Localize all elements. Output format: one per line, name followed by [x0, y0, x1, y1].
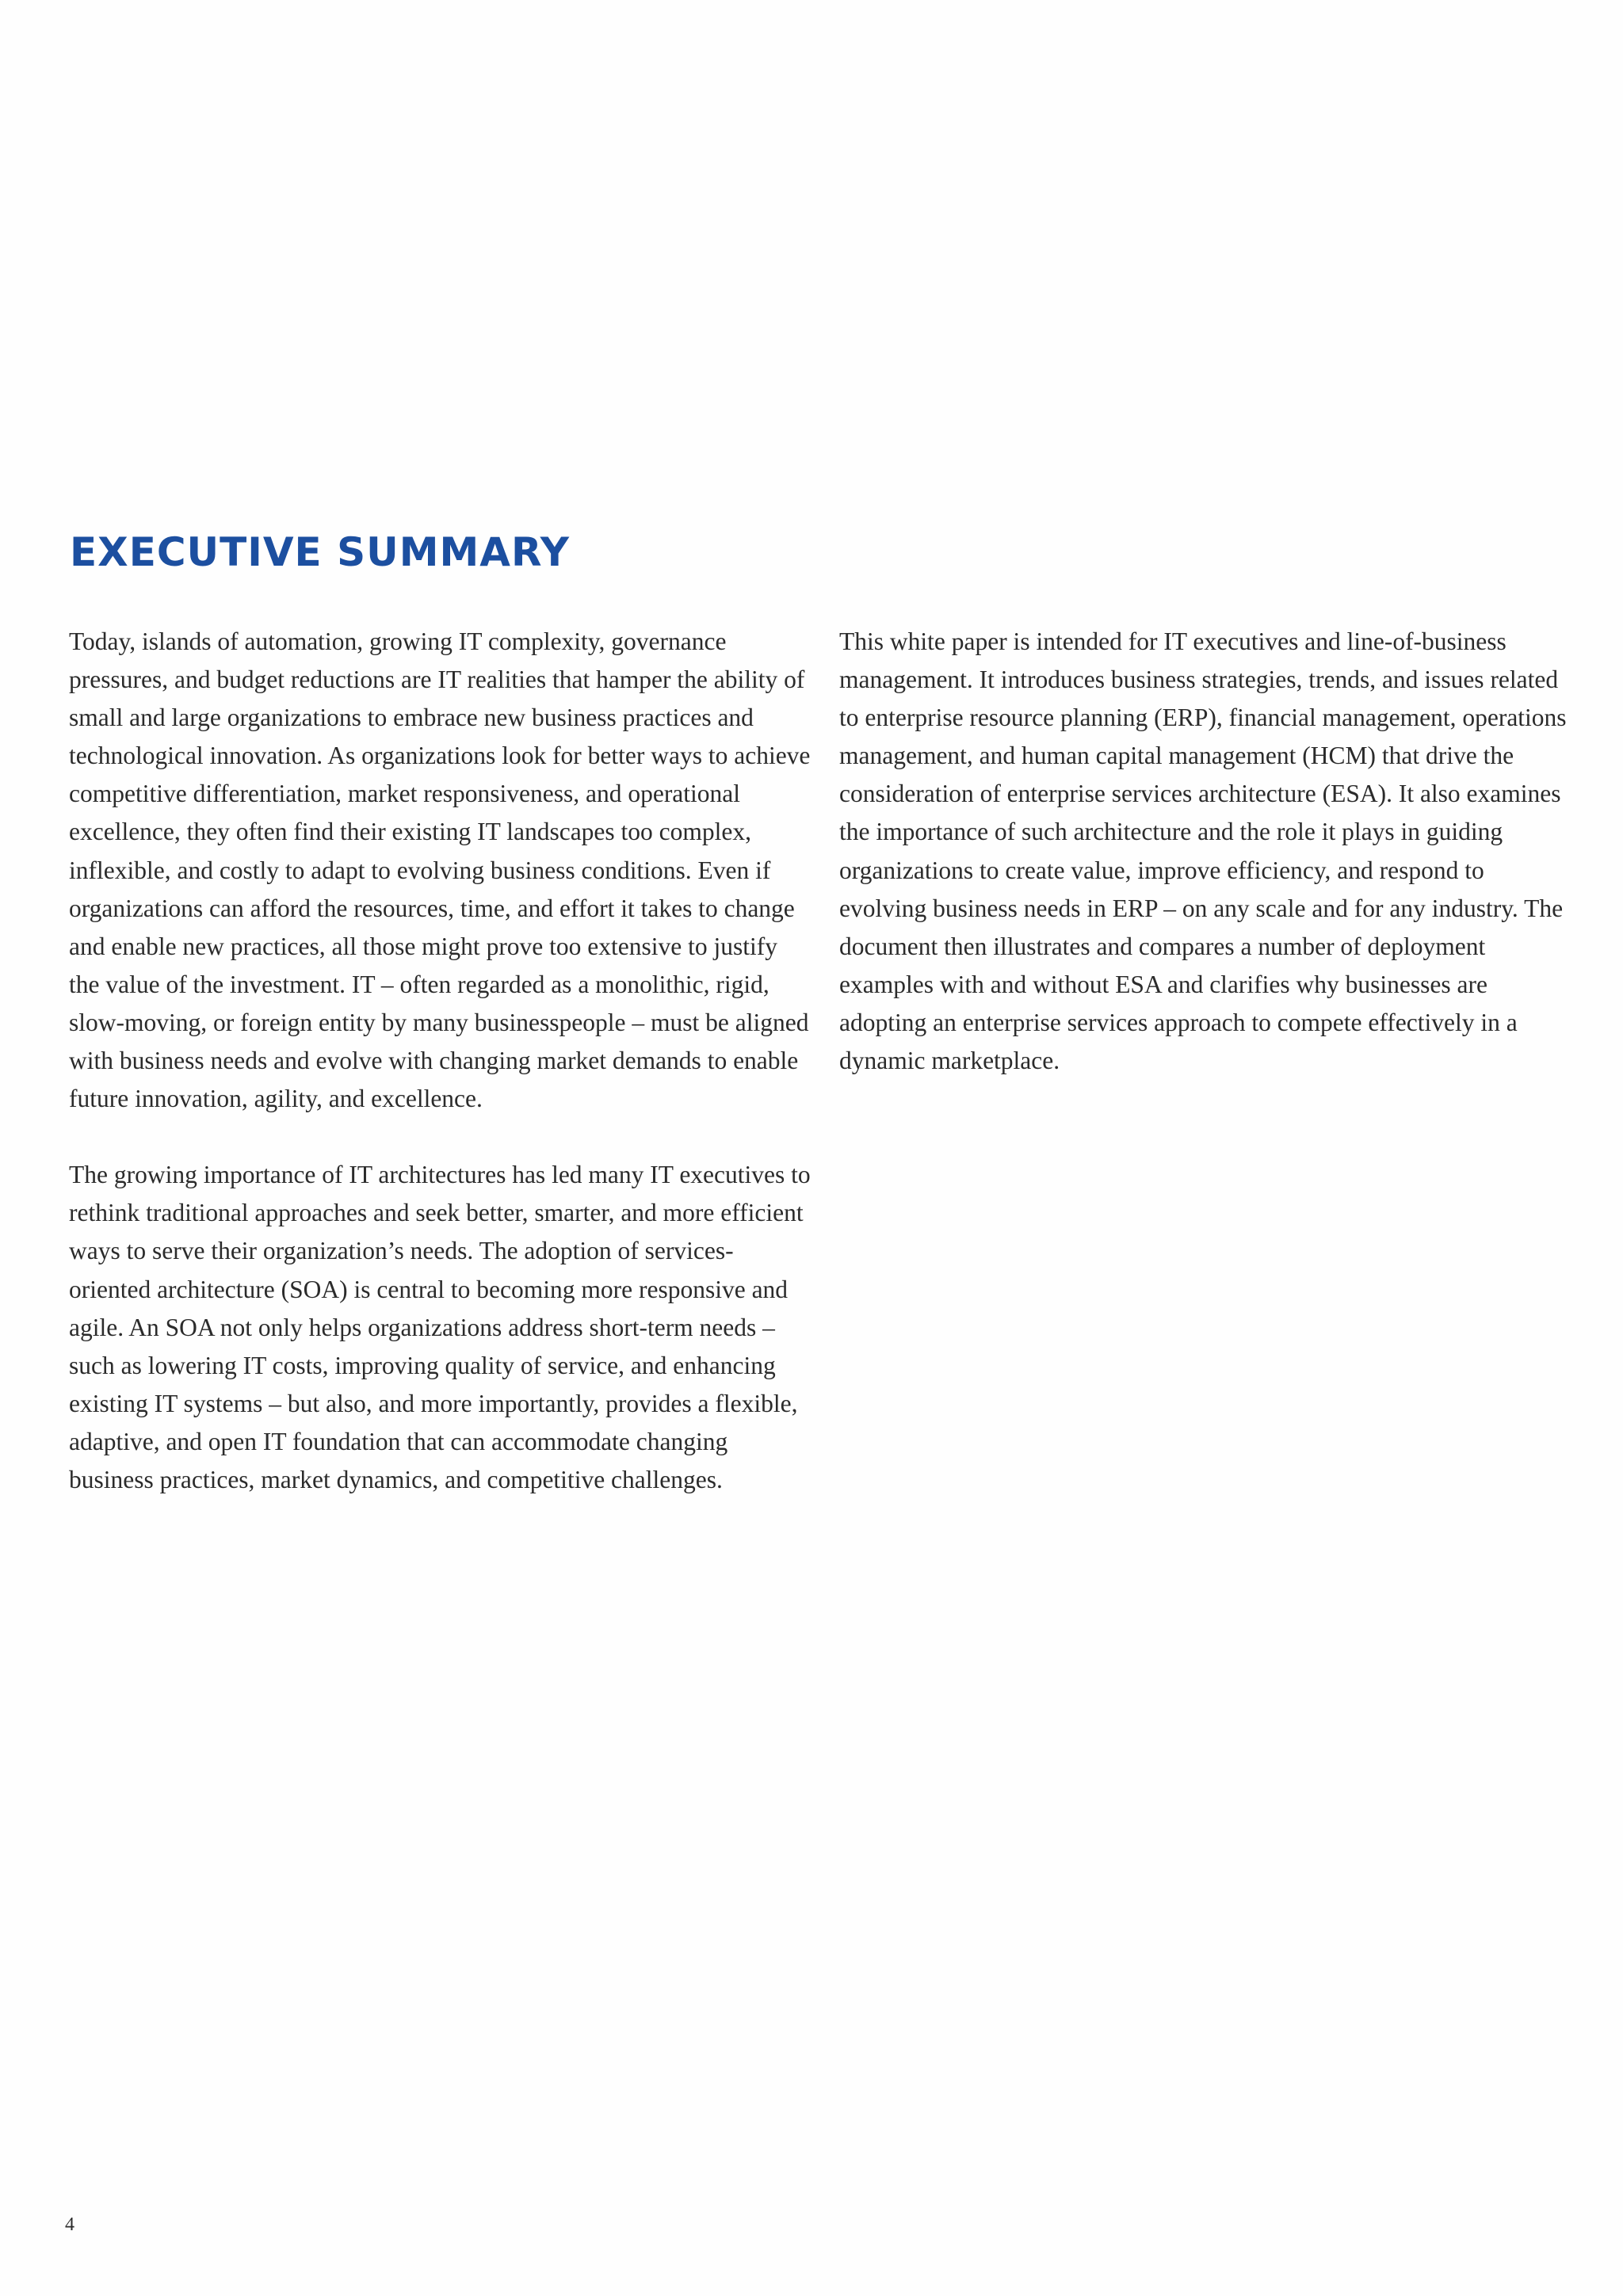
- right-column: [839, 623, 1576, 1080]
- page-number: 4: [65, 2214, 74, 2235]
- section-heading: EXECUTIVE SUMMARY: [70, 529, 570, 575]
- body-paragraph: This white paper is intended for IT executives and line-of-business management. It introduces business strategies, trends, and issues related to enterprise resource planning (ERP), financial management, operations management, and human capital management (HCM) that drive the consideration of enterprise services architecture (ESA). It also examines the importance of such architecture and the role it plays in guiding organizations to create value, improve efficiency, and respond to evolving business needs in ERP – on any scale and for any industry. The document then illustrates and compares a number of deployment examples with and without ESA and clarifies why businesses are adopting an enterprise services approach to compete effectively in a dynamic marketplace.: [839, 627, 1567, 1075]
- left-column: [69, 623, 814, 1499]
- body-paragraph: Today, islands of automation, growing IT complexity, governance pressures, and budget reductions are IT realities that hamper the ability of small and large organizations to embrace new business practices and technological innovation. As organizations look for better ways to achieve competitive differentiation, market responsiveness, and operational excellence, they often find their existing IT landscapes too complex, inflexible, and costly to adapt to evolving business conditions. Even if organizations can afford the resources, time, and effort it takes to change and enable new practices, all those might prove too extensive to justify the value of the investment. IT – often regarded as a monolithic, rigid, slow-moving, or foreign entity by many businesspeople – must be aligned with business needs and evolve with changing market demands to enable future innovation, agility, and excellence.: [69, 627, 811, 1113]
- body-paragraph: The growing importance of IT architectures has led many IT executives to rethink traditional approaches and seek better, smarter, and more efficient ways to serve their organization’s needs. The adoption of services-oriented architecture (SOA) is central to becoming more responsive and agile. An SOA not only helps organizations address short-term needs – such as lowering IT costs, improving quality of service, and enhancing existing IT systems – but also, and more importantly, provides a flexible, adaptive, and open IT foundation that can accommodate changing business practices, market dynamics, and competitive challenges.: [69, 1161, 811, 1493]
